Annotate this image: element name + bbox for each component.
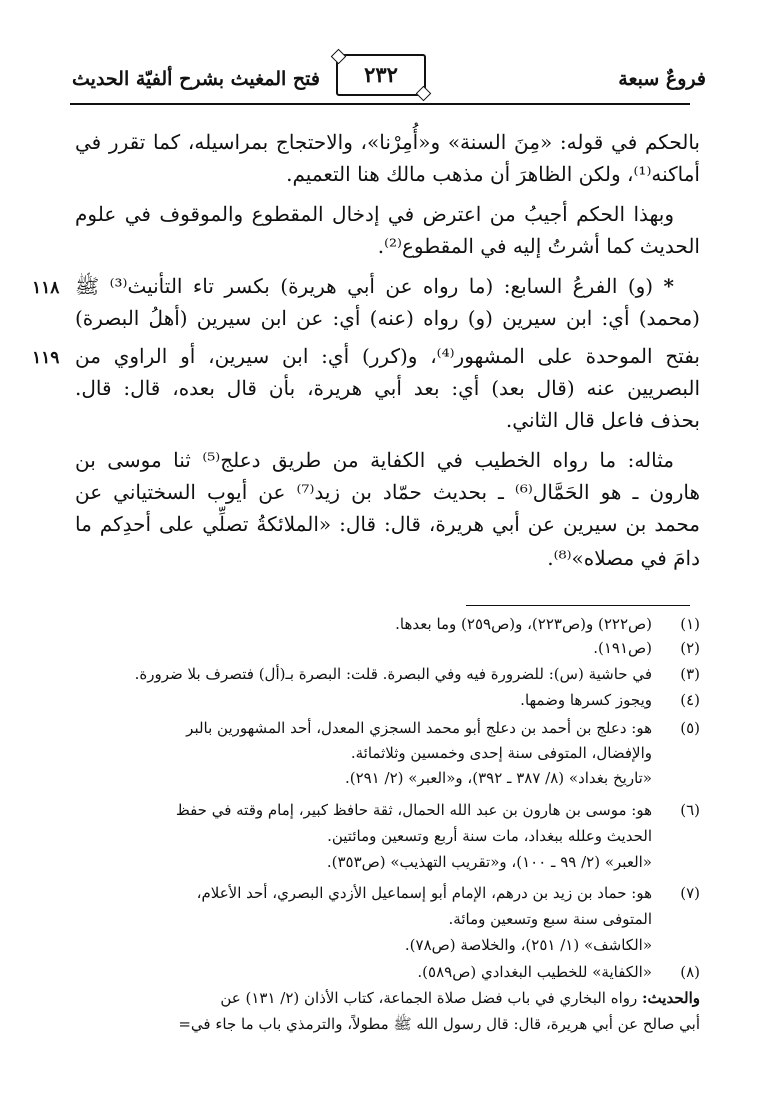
body-line: محمد بن سيرين عن أبي هريرة، قال: قال: «الملائكةُ تصلِّي على أحدِكم ما bbox=[75, 512, 700, 536]
header-divider bbox=[70, 103, 690, 105]
footnote-text: في حاشية (س): للضرورة فيه وفي البصرة. قلت: البصرة بـ(أل) فتصرف بلا ضرورة. bbox=[134, 665, 652, 683]
footnote-continuation: «تاريخ بغداد» (٨/ ٣٨٧ ـ ٣٩٢)، و«العبر» (٢/ ٢٩١). bbox=[344, 769, 652, 787]
footnote-continuation: والإفضال، المتوفى سنة إحدى وخمسين وثلاثمائة. bbox=[350, 744, 652, 762]
footnote-number: (٥) bbox=[680, 719, 700, 737]
footnote-number: (٢) bbox=[680, 639, 700, 657]
page-number: ٢٣٢ bbox=[364, 62, 398, 87]
body-line: بحذف فاعل قال الثاني. bbox=[505, 408, 700, 432]
footnote-text: هو: موسى بن هارون بن عبد الله الحمال، ثقة حافظ كبير، إمام وقته في حفظ bbox=[175, 801, 652, 819]
footnote-number: (٤) bbox=[680, 691, 700, 709]
body-line: هارون ـ هو الحَمَّال⁽⁶⁾ ـ بحديث حمّاد بن زيد⁽⁷⁾ عن أيوب السختياني عن bbox=[75, 480, 700, 504]
footnote-text: هو: حماد بن زيد بن درهم، الإمام أبو إسماعيل الأزدي البصري، أحد الأعلام، bbox=[196, 884, 652, 902]
footnote-number: (٣) bbox=[680, 665, 700, 683]
footnote-continuation: المتوفى سنة سبع وتسعين ومائة. bbox=[448, 910, 652, 928]
body-line: دامَ في مصلاه»⁽⁸⁾. bbox=[547, 546, 700, 570]
footnote-number: (٦) bbox=[680, 801, 700, 819]
body-line-text: (و) الفرعُ السابع: (ما رواه عن أبي هريرة) بكسر تاء التأنيث⁽³⁾ ﷺ bbox=[75, 274, 654, 298]
body-line: (محمد) أي: ابن سيرين (و) رواه (عنه) أي: عن ابن سيرين (أهلُ البصرة) bbox=[75, 306, 700, 330]
footnote-number: (٧) bbox=[680, 884, 700, 902]
hadith-note-line: أبي صالح عن أبي هريرة، قال: قال رسول الله ﷺ مطولاً، والترمذي باب ما جاء في= bbox=[178, 1015, 700, 1033]
body-line: البصريين عنه (قال بعد) أي: بعد أبي هريرة، بأن قال بعده، قال: قال. bbox=[75, 376, 700, 400]
body-line: الحديث كما أشرتُ إليه في المقطوع⁽²⁾. bbox=[377, 234, 700, 258]
footnote-text: هو: دعلج بن أحمد بن دعلج أبو محمد السجزي المعدل، أحد المشهورين بالبر bbox=[186, 719, 652, 737]
verse-number: ١١٨ bbox=[32, 278, 60, 298]
footnote-number: (٨) bbox=[680, 963, 700, 981]
footnote-continuation: «العبر» (٢/ ٩٩ ـ ١٠٠)، و«تقريب التهذيب» (ص٣٥٣). bbox=[326, 853, 652, 871]
body-line: بالحكم في قوله: «مِنَ السنة» و«أُمِرْنا»، والاحتجاج بمراسيله، كما تقرر في bbox=[75, 130, 700, 154]
body-line: أماكنه⁽¹⁾، ولكن الظاهرَ أن مذهب مالك هنا التعميم. bbox=[286, 162, 700, 186]
footnote-continuation: «الكاشف» (١/ ٢٥١)، والخلاصة (ص٧٨). bbox=[404, 936, 652, 954]
book-title: فتح المغيث بشرح ألفيّة الحديث bbox=[72, 68, 320, 90]
hadith-note-label: والحديث: bbox=[642, 989, 700, 1007]
footnote-text: (ص٢٢٢) و(ص٢٢٣)، و(ص٢٥٩) وما بعدها. bbox=[395, 615, 652, 633]
star-icon: * bbox=[663, 274, 674, 298]
corner-ornament-icon bbox=[416, 86, 432, 102]
hadith-note-text: رواه البخاري في باب فضل صلاة الجماعة، كتاب الأذان (٢/ ١٣١) عن bbox=[220, 989, 638, 1007]
footnote-number: (١) bbox=[680, 615, 700, 633]
body-line: مثاله: ما رواه الخطيب في الكفاية من طريق دعلج⁽⁵⁾ ثنا موسى بن bbox=[75, 448, 674, 472]
body-line bbox=[75, 272, 674, 300]
chapter-title: فروعٌ سبعة bbox=[618, 68, 706, 90]
footnote-text: (ص١٩١). bbox=[593, 639, 652, 657]
footnote-text: «الكفاية» للخطيب البغدادي (ص٥٨٩). bbox=[417, 963, 652, 981]
footnote-divider bbox=[466, 605, 690, 606]
hadith-note bbox=[62, 988, 700, 1009]
body-line: بفتح الموحدة على المشهور⁽⁴⁾، و(كرر) أي: ابن سيرين، أو الراوي من bbox=[75, 344, 700, 368]
body-line: وبهذا الحكم أجيبُ من اعترض في إدخال المقطوع والموقوف في علوم bbox=[75, 202, 674, 226]
footnote-continuation: الحديث وعلله ببغداد، مات سنة أربع وتسعين ومائتين. bbox=[327, 827, 652, 845]
footnote-text: ويجوز كسرها وضمها. bbox=[520, 691, 652, 709]
page-number-box bbox=[336, 54, 426, 96]
verse-number: ١١٩ bbox=[32, 348, 60, 368]
